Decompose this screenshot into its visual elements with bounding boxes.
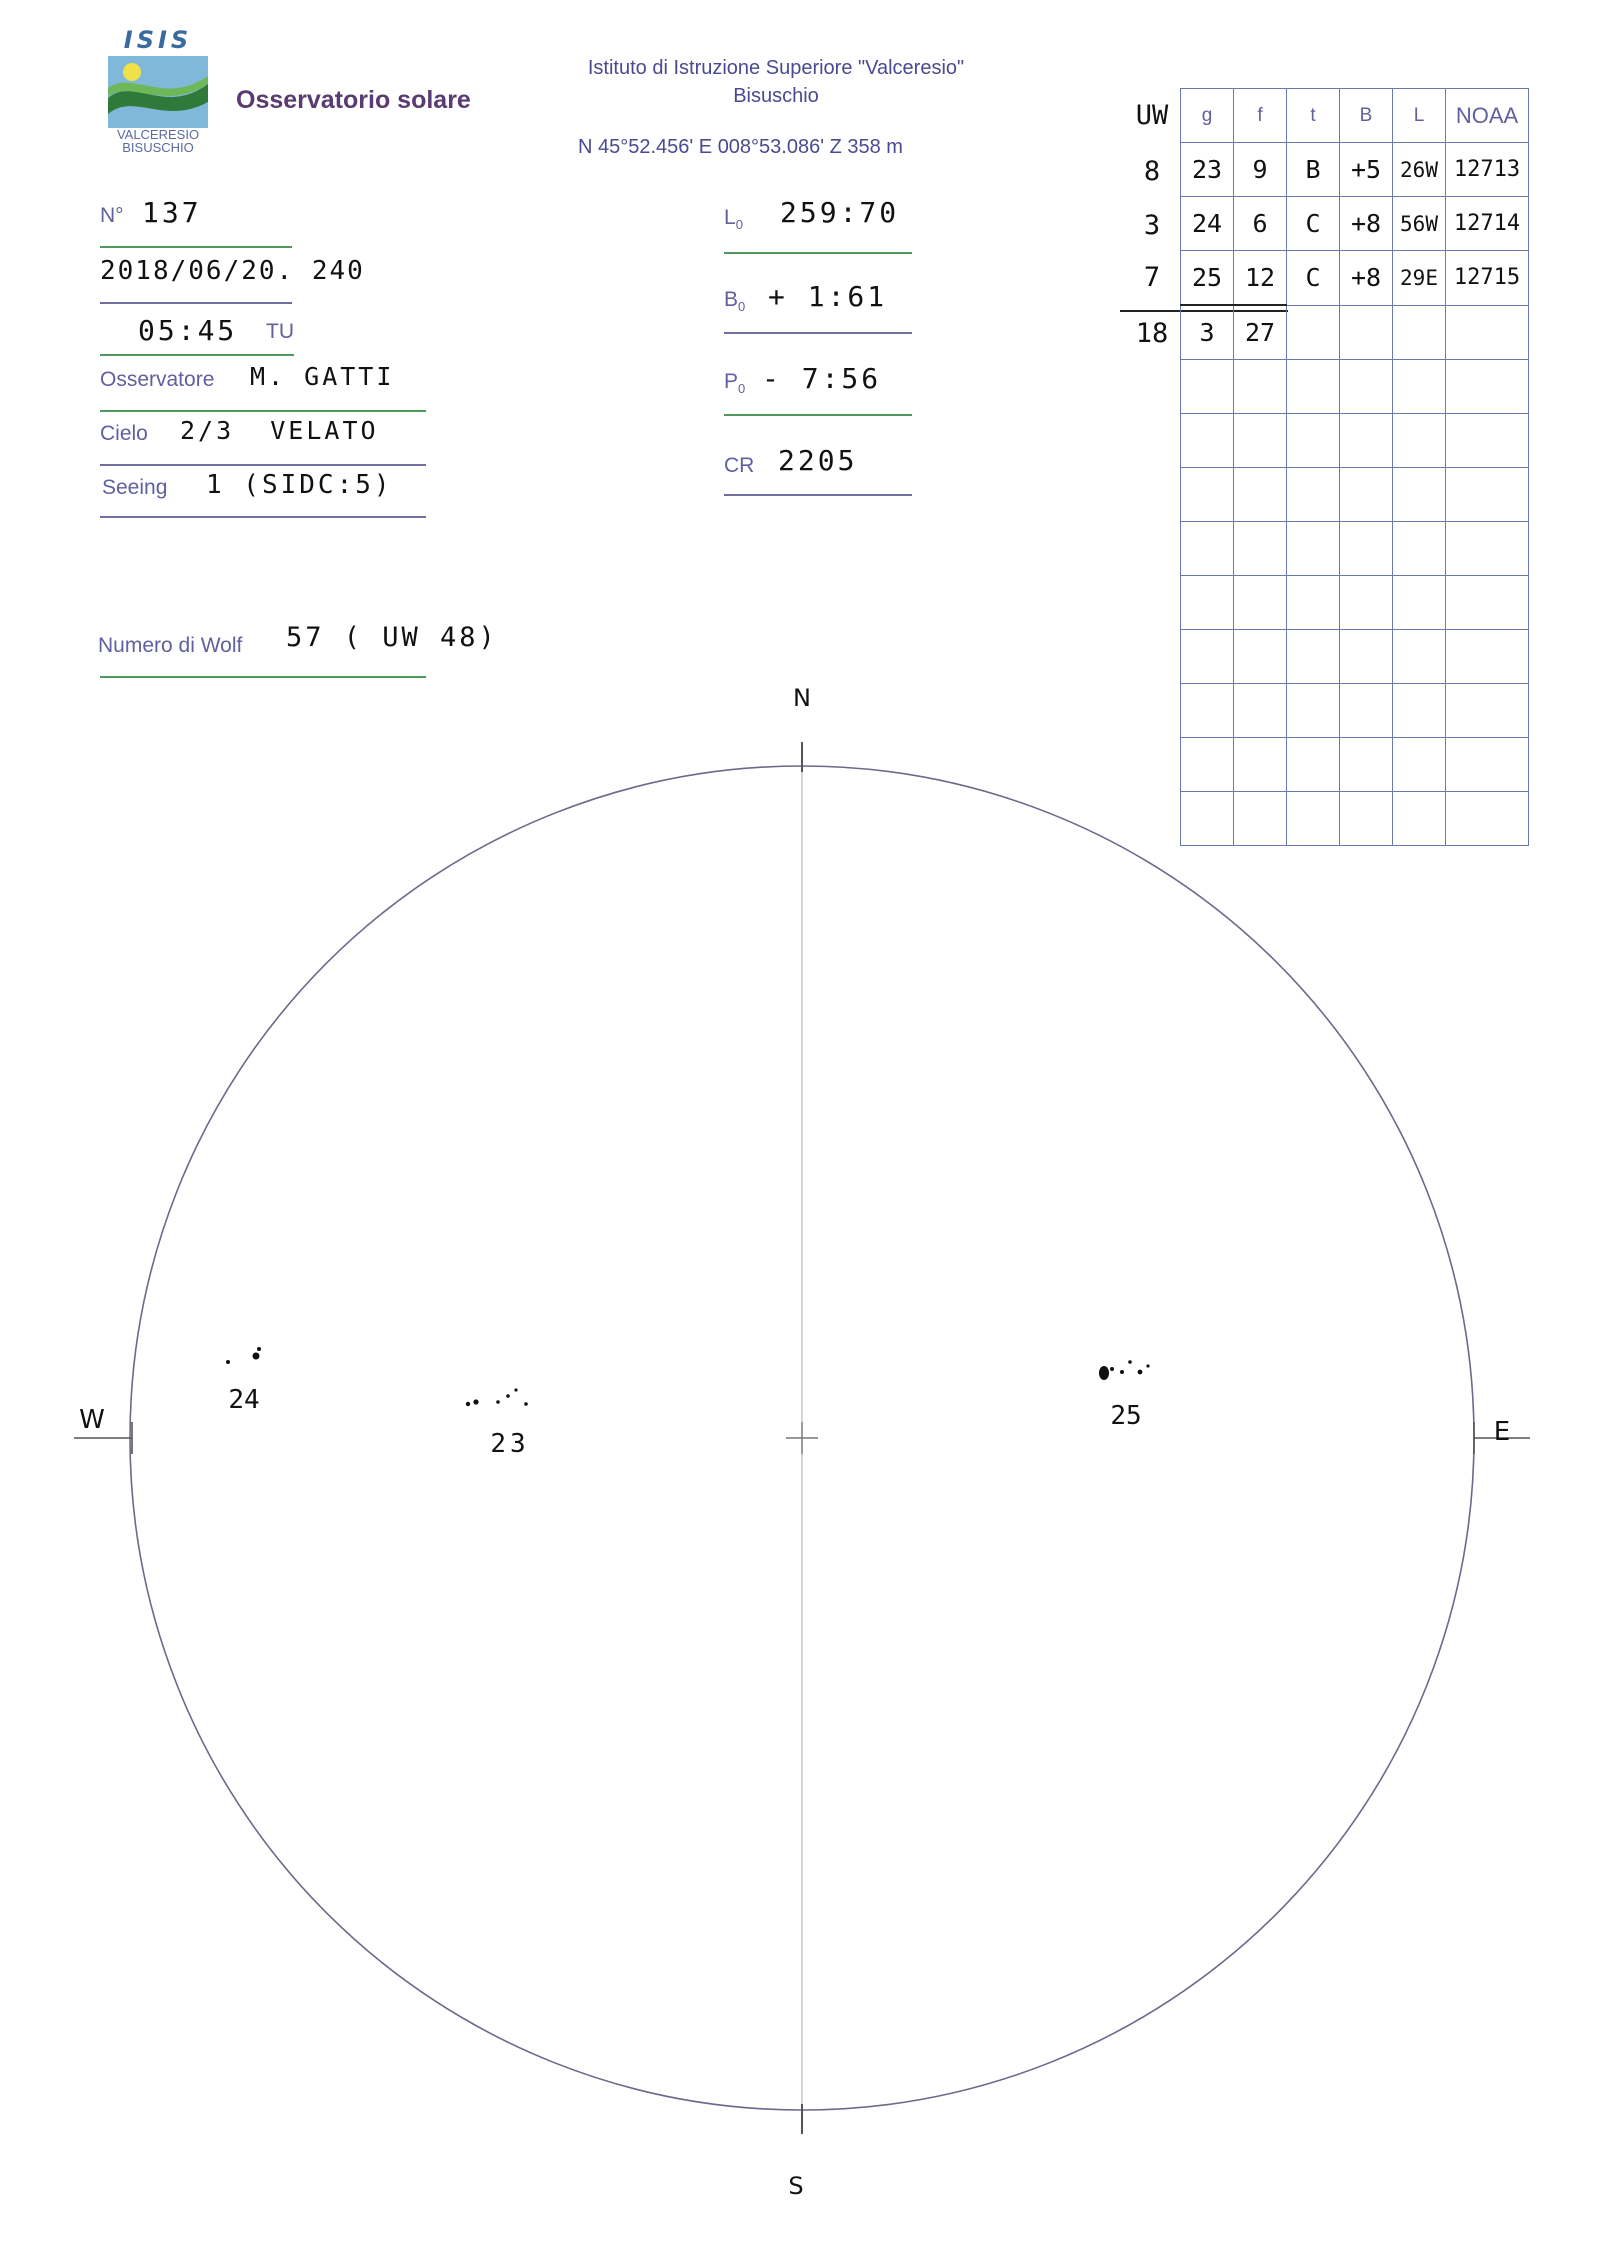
sunspot [257,1347,261,1351]
institute-line-2: Bisuschio [733,85,819,107]
south-label: S [788,2172,804,2200]
cell-t: B [1287,143,1340,197]
cell-f: 6 [1234,197,1287,251]
col-header-b: B [1340,89,1393,143]
p0-letter: P [724,370,739,393]
cell-t: C [1287,197,1340,251]
cell-noaa: 12713 [1446,143,1529,197]
time-unit: TU [266,320,294,343]
group-label-25: 25 [1110,1401,1142,1431]
sunspot [1120,1370,1124,1374]
cell-noaa: 12715 [1446,251,1529,306]
l0-subscript: 0 [735,217,743,233]
time-value: 05:45 [138,314,238,347]
b0-subscript: 0 [738,299,746,315]
uw-row-2: 3 [1143,210,1161,241]
west-label: W [79,1405,105,1435]
sunspot [473,1399,478,1404]
cell-f: 9 [1234,143,1287,197]
sunspot [496,1400,500,1404]
number-label: N° [100,204,124,227]
sunspot [226,1360,230,1364]
cell-g: 23 [1181,143,1234,197]
uw-header: UW [1135,100,1169,131]
cr-label: CR [724,454,755,477]
cell-f: 12 [1234,251,1287,306]
p0-subscript: 0 [738,381,746,397]
sunspot [1099,1366,1109,1380]
col-header-noaa: NOAA [1446,89,1529,143]
wolf-number-value: 57 ( UW 48) [286,622,498,653]
sunspot [253,1353,260,1360]
observatory-coordinates: N 45°52.456' E 008°53.086' Z 358 m [578,136,903,158]
cell-l: 56W [1393,197,1446,251]
sunspot [1110,1367,1114,1371]
east-label: E [1493,1417,1511,1447]
logo-caption-line-2: BISUSCHIO [122,140,194,155]
cell-b: +8 [1340,197,1393,251]
uw-row-1: 8 [1143,156,1161,187]
seeing-label: Seeing [102,476,168,499]
sunspot-group-23 [466,1388,530,1459]
b0-letter: B [724,288,739,311]
sky-label: Cielo [100,422,148,445]
logo-caption-line-1: VALCERESIO [116,127,200,142]
sunspot-group-24 [226,1347,261,1415]
cell-g-total: 3 [1181,305,1234,360]
l0-letter: L [724,206,736,229]
sunspot [1146,1364,1149,1367]
seeing-value: 1 (SIDC:5) [206,470,393,500]
col-header-l: L [1393,89,1446,143]
north-label: N [793,684,811,712]
cell-b: +5 [1340,143,1393,197]
p0-value: - 7:56 [762,362,882,395]
sunspot [1138,1370,1143,1375]
l0-value: 259:70 [780,196,900,229]
col-header-t: t [1287,89,1340,143]
cell-g: 24 [1181,197,1234,251]
sunspot [514,1388,517,1391]
sunspot [524,1402,528,1406]
group-label-24: 24 [228,1385,260,1415]
sky-value: 2/3 VELATO [180,416,379,445]
sunspot [466,1402,470,1406]
date-value: 2018/06/20. 240 [100,256,365,286]
b0-value: + 1:61 [768,280,888,313]
group-label-23: 23 [490,1429,530,1459]
sunspot-group-25 [1099,1360,1150,1431]
cr-value: 2205 [778,444,858,477]
wolf-number-label: Numero di Wolf [98,634,243,657]
cell-t: C [1287,251,1340,306]
cell-g: 25 [1181,251,1234,306]
institute-line-1: Istituto di Istruzione Superiore "Valceresio" [587,57,965,79]
uw-row-3: 7 [1143,262,1161,293]
col-header-f: f [1234,89,1287,143]
cell-l: 26W [1393,143,1446,197]
number-value: 137 [142,196,202,229]
observer-value: M. GATTI [250,362,395,391]
cell-noaa: 12714 [1446,197,1529,251]
observatory-title: Osservatorio solare [236,86,471,114]
cell-f-total: 27 [1234,305,1287,360]
col-header-g: g [1181,89,1234,143]
cell-l: 29E [1393,251,1446,306]
uw-total: 18 [1135,318,1169,349]
sunspot [506,1394,510,1398]
logo-isis-text: ISIS [123,26,193,54]
observer-label: Osservatore [100,368,215,391]
cell-b: +8 [1340,251,1393,306]
sunspot [1128,1360,1132,1364]
